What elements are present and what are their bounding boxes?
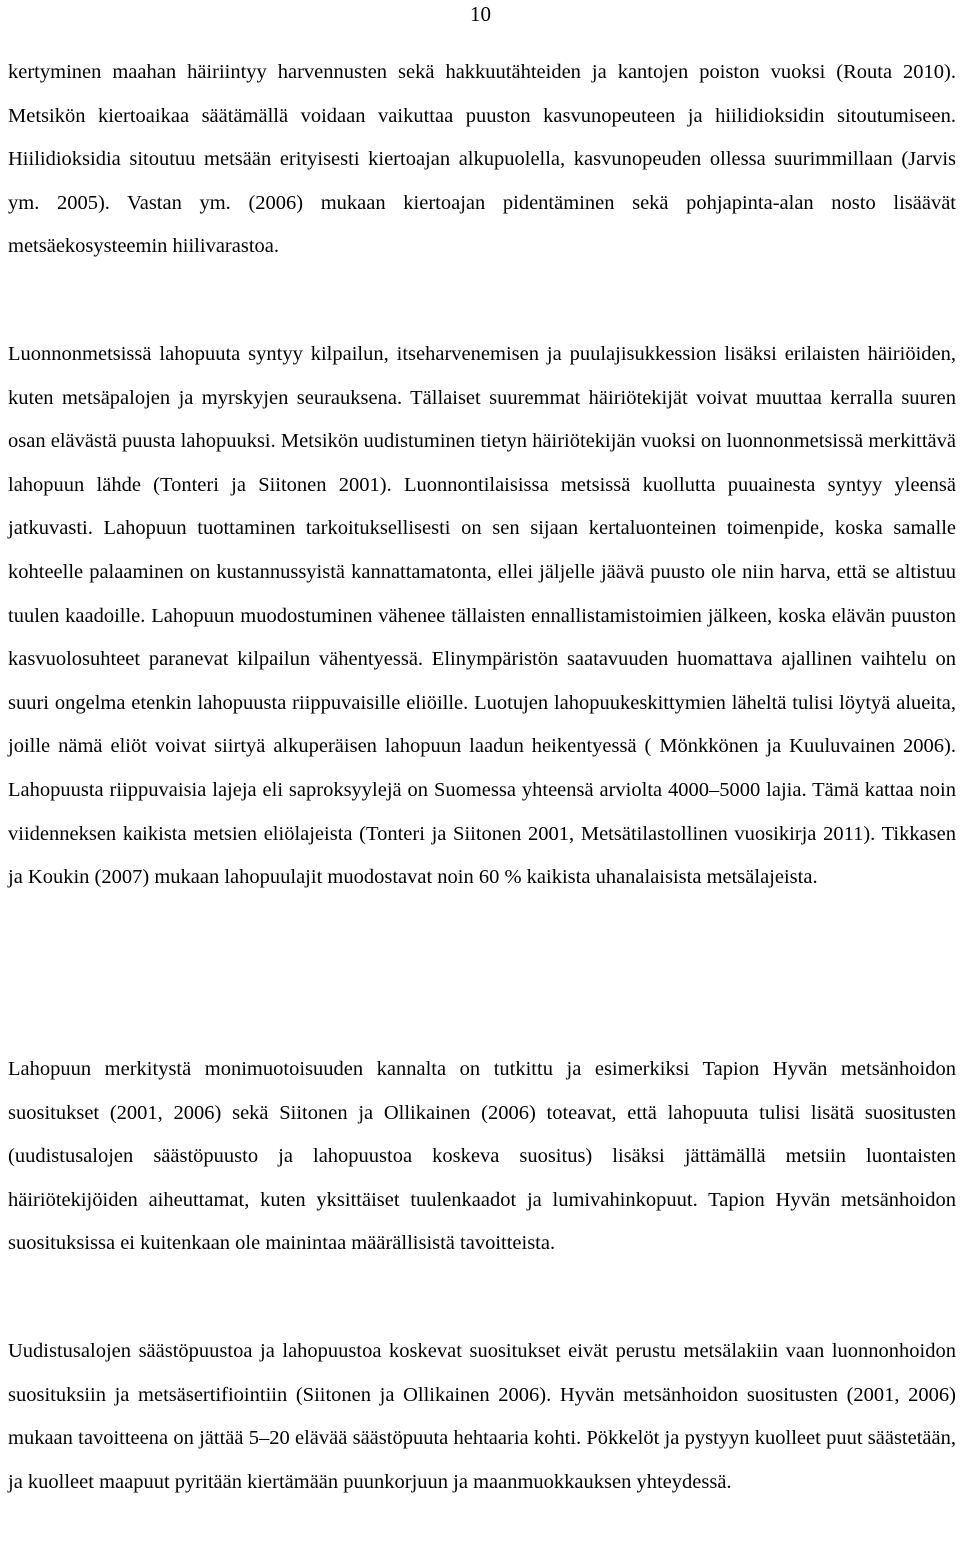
- paragraph-4: Uudistusalojen säästöpuustoa ja lahopuustoa koskevat suositukset eivät perustu metsälakiin vaan luonnonhoidon suosituksiin ja metsäsertifiointiin (Siitonen ja Ollikainen 2006). Hyvän metsänhoidon suositusten (2001, 2006) mukaan tavoitteena on jättää 5–20 elävää säästöpuuta hehtaaria kohti. Pökkelöt ja pystyyn kuolleet puut säästetään, ja kuolleet maapuut pyritään kiertämään puunkorjuun ja maanmuokkauksen yhteydessä.: [8, 1340, 956, 1493]
- paragraph-3: Lahopuun merkitystä monimuotoisuuden kannalta on tutkittu ja esimerkiksi Tapion Hyvän metsänhoidon suositukset (2001, 2006) sekä Siitonen ja Ollikainen (2006) toteavat, että lahopuuta tulisi lisätä suositusten (uudistusalojen säästöpuusto ja lahopuustoa koskeva suositus) lisäksi jättämällä metsiin luontaisten häiriötekijöiden aiheuttamat, kuten yksittäiset tuulenkaadot ja lumivahinkopuut. Tapion Hyvän metsänhoidon suosituksissa ei kuitenkaan ole mainintaa määrällisistä tavoitteista.: [8, 1058, 956, 1255]
- page-number: 10: [470, 2, 491, 26]
- paragraph-2: Luonnonmetsissä lahopuuta syntyy kilpailun, itseharvenemisen ja puulajisukkession lisäksi erilaisten häiriöiden, kuten metsäpalojen ja myrskyjen seurauksena. Tällaiset suuremmat häiriötekijät voivat muuttaa kerralla suuren osan elävästä puusta lahopuuksi. Metsikön uudistuminen tietyn häiriötekijän vuoksi on luonnonmetsissä merkittävä lahopuun lähde (Tonteri ja Siitonen 2001). Luonnontilaisissa metsissä kuollutta puuainesta syntyy yleensä jatkuvasti. Lahopuun tuottaminen tarkoituksellisesti on sen sijaan kertaluonteinen toimenpide, koska samalle kohteelle palaaminen on kustannussyistä kannattamatonta, ellei jäljelle jäävä puusto ole niin harva, että se altistuu tuulen kaadoille. Lahopuun muodostuminen vähenee tällaisten ennallistamistoimien jälkeen, koska elävän puuston kasvuolosuhteet paranevat kilpailun vähentyessä. Elinympäristön saatavuuden huomattava ajallinen vaihtelu on suuri ongelma etenkin lahopuusta riippuvaisille eliöille. Luotujen lahopuukeskittymien läheltä tulisi löytyä alueita, joille nämä eliöt voivat siirtyä alkuperäisen lahopuun laadun heikentyessä ( Mönkkönen ja Kuuluvainen 2006). Lahopuusta riippuvaisia lajeja eli saproksyylejä on Suomessa yhteensä arviolta 4000–5000 lajia. Tämä kattaa noin viidenneksen kaikista metsien eliölajeista (Tonteri ja Siitonen 2001, Metsätilastollinen vuosikirja 2011). Tikkasen ja Koukin (2007) mukaan lahopuulajit muodostavat noin 60 % kaikista uhanalaisista metsälajeista.: [8, 343, 956, 889]
- paragraph-1: kertyminen maahan häiriintyy harvennusten sekä hakkuutähteiden ja kantojen poiston vuoksi (Routa 2010). Metsikön kiertoaikaa säätämällä voidaan vaikuttaa puuston kasvunopeuteen ja hiilidioksidin sitoutumiseen. Hiilidioksidia sitoutuu metsään erityisesti kiertoajan alkupuolella, kasvunopeuden ollessa suurimmillaan (Jarvis ym. 2005). Vastan ym. (2006) mukaan kiertoajan pidentäminen sekä pohjapinta-alan nosto lisäävät metsäekosysteemin hiilivarastoa.: [8, 61, 956, 258]
